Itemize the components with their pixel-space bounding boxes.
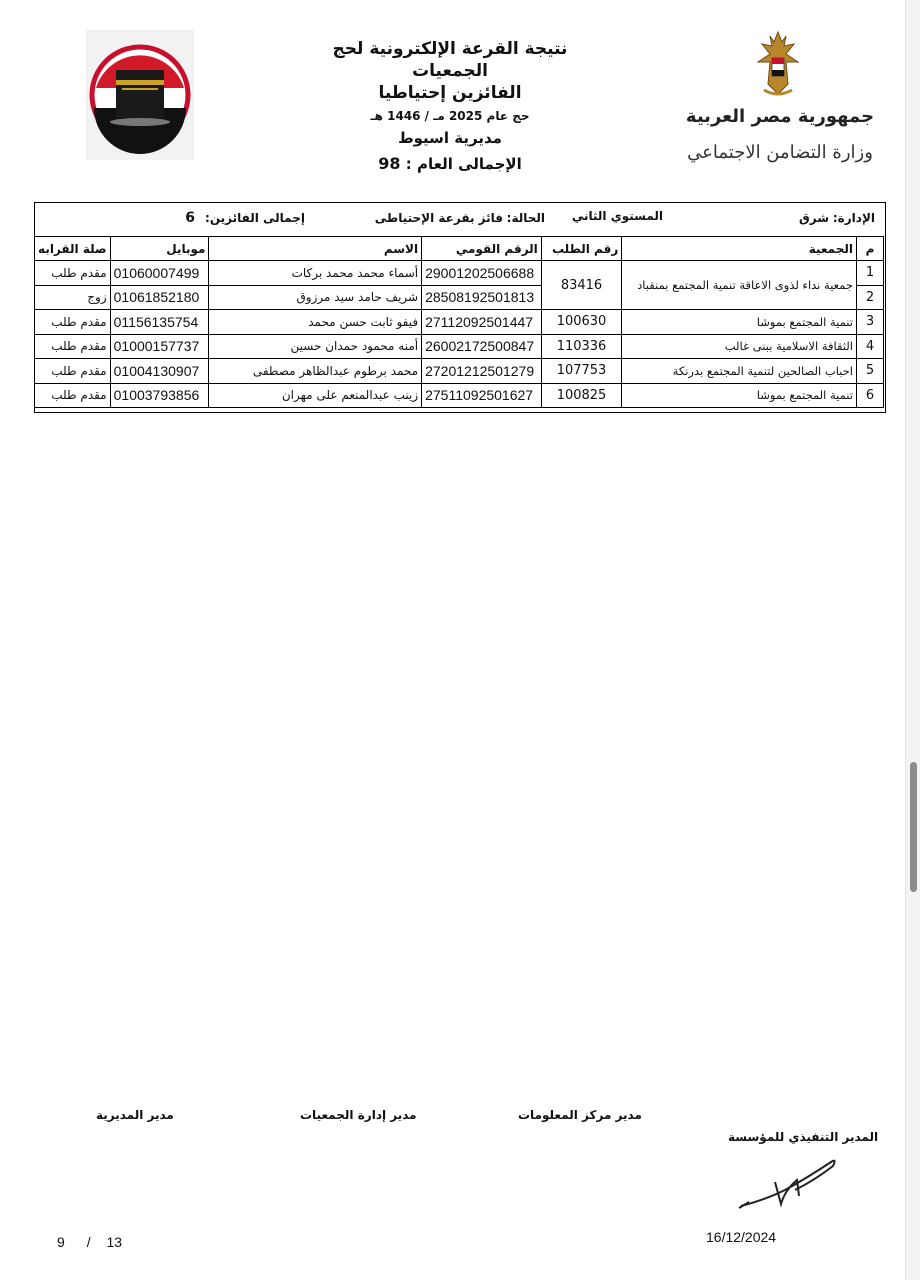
- cell-mobile: 01004130907: [110, 359, 209, 384]
- table-header-row: [35, 237, 884, 261]
- cell-m: 1: [856, 261, 883, 286]
- cell-request: 100630: [541, 310, 621, 335]
- sig-info-center-manager: مدير مركز المعلومات: [518, 1108, 642, 1122]
- cell-mobile: 01003793856: [110, 383, 209, 408]
- table-row: [35, 334, 884, 359]
- col-header-request: رقم الطلب: [541, 237, 621, 261]
- cell-name: شريف حامد سيد مرزوق: [209, 285, 422, 310]
- table-row: [35, 359, 884, 384]
- cell-relation: مقدم طلب: [35, 359, 111, 384]
- table-row: [35, 383, 884, 408]
- cell-name: زينب عبدالمنعم على مهران: [209, 383, 422, 408]
- cell-national-id: 27511092501627: [422, 383, 542, 408]
- handwritten-signature: [735, 1150, 845, 1215]
- col-header-m: م: [856, 237, 883, 261]
- cell-association: جمعية نداء لذوى الاعاقة تنمية المجتمع بمنقباد: [622, 261, 857, 310]
- col-header-mobile: موبايل: [110, 237, 209, 261]
- cell-mobile: 01061852180: [110, 285, 209, 310]
- ministry-country-text: جمهورية مصر العربية: [685, 106, 875, 127]
- ministry-logo: [685, 30, 875, 170]
- report-subtitle: الفائزين إحتياطيا: [378, 83, 522, 103]
- scrollbar-thumb[interactable]: [910, 762, 917, 892]
- winners-label: إجمالى الفائزين:: [205, 211, 305, 225]
- cell-m: 5: [856, 359, 883, 384]
- cell-m: 2: [856, 285, 883, 310]
- cell-national-id: 26002172500847: [422, 334, 542, 359]
- cell-national-id: 27201212501279: [422, 359, 542, 384]
- cell-name: أمنه محمود حمدان حسين: [209, 334, 422, 359]
- ministry-name-text: وزارة التضامن الاجتماعي: [687, 142, 873, 163]
- winners-value: 6: [185, 210, 195, 226]
- sig-associations-manager: مدير إدارة الجمعيات: [300, 1108, 417, 1122]
- winners-table: [34, 236, 884, 408]
- kaaba-emblem-logo: [86, 30, 194, 160]
- admin-value: شرق: [799, 211, 829, 225]
- grand-total-value: 98: [378, 154, 401, 173]
- cell-m: 6: [856, 383, 883, 408]
- cell-relation: مقدم طلب: [35, 383, 111, 408]
- page-current: 9: [57, 1234, 65, 1250]
- col-header-name: الاسم: [209, 237, 422, 261]
- cell-association: تنمية المجتمع بموشا: [622, 383, 857, 408]
- cell-association: الثقافة الاسلامية ببنى غالب: [622, 334, 857, 359]
- col-header-national-id: الرقم القومي: [422, 237, 542, 261]
- cell-name: أسماء محمد محمد بركات: [209, 261, 422, 286]
- page-separator: /: [86, 1234, 91, 1250]
- cell-m: 4: [856, 334, 883, 359]
- cell-mobile: 01156135754: [110, 310, 209, 335]
- cell-relation: زوج: [35, 285, 111, 310]
- cell-request: 100825: [541, 383, 621, 408]
- cell-association: تنمية المجتمع بموشا: [622, 310, 857, 335]
- table-row: [35, 310, 884, 335]
- admin-label: الإدارة:: [832, 211, 875, 225]
- cell-national-id: 27112092501447: [422, 310, 542, 335]
- sig-executive-director: المدير التنفيذي للمؤسسة: [728, 1130, 879, 1144]
- cell-relation: مقدم طلب: [35, 261, 111, 286]
- sig-directorate-manager: مدير المديرية: [96, 1108, 174, 1122]
- cell-mobile: 01000157737: [110, 334, 209, 359]
- grand-total-label: الإجمالى العام :: [405, 155, 522, 173]
- col-header-association: الجمعية: [622, 237, 857, 261]
- table-row: [35, 261, 884, 286]
- cell-name: فيفو ثابت حسن محمد: [209, 310, 422, 335]
- hajj-season: حج عام 2025 مـ / 1446 هـ: [370, 109, 530, 123]
- cell-request: 83416: [541, 261, 621, 310]
- cell-relation: مقدم طلب: [35, 310, 111, 335]
- cell-request: 110336: [541, 334, 621, 359]
- cell-request: 107753: [541, 359, 621, 384]
- title-block: [300, 38, 600, 173]
- report-title: نتيجة القرعة الإلكترونية لحج الجمعيات: [332, 39, 568, 81]
- status-label: الحالة:: [506, 211, 545, 225]
- vertical-scrollbar[interactable]: [905, 0, 920, 1280]
- status-value: فائز بقرعة الإحتياطى: [374, 211, 503, 225]
- page-indicator: [57, 1234, 122, 1250]
- directorate-name: مديرية اسيوط: [398, 129, 502, 147]
- winners-table-box: [34, 202, 886, 413]
- level-text: المستوي الثاني: [571, 209, 663, 223]
- cell-name: محمد برطوم عبدالظاهر مصطفى: [209, 359, 422, 384]
- page-total: 13: [106, 1234, 123, 1250]
- print-date: 16/12/2024: [706, 1229, 777, 1245]
- cell-relation: مقدم طلب: [35, 334, 111, 359]
- col-header-relation: صلة القرابه: [35, 237, 111, 261]
- cell-national-id: 29001202506688: [422, 261, 542, 286]
- cell-mobile: 01060007499: [110, 261, 209, 286]
- grand-total: [300, 154, 600, 173]
- cell-national-id: 28508192501813: [422, 285, 542, 310]
- info-row: [35, 203, 885, 236]
- cell-association: احباب الصالحين لتنمية المجتمع بدرنكة: [622, 359, 857, 384]
- cell-m: 3: [856, 310, 883, 335]
